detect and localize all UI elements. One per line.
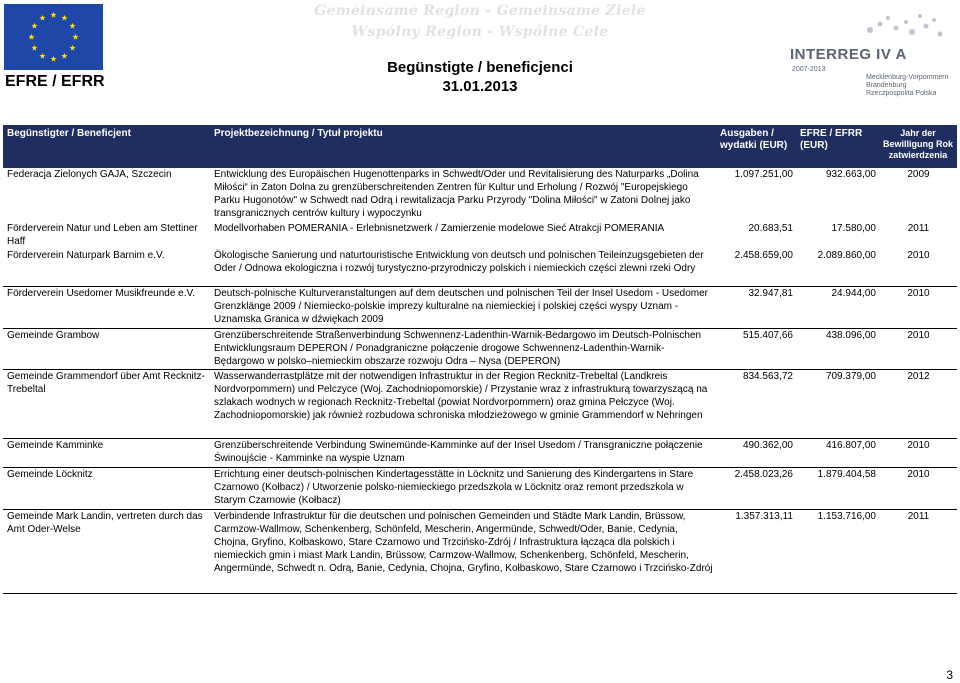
expenses-cell: 1.357.313,11 — [716, 509, 796, 593]
expenses-cell: 20.683,51 — [748, 223, 793, 234]
column-header-expenses: Ausgaben / wydatki (EUR) — [720, 128, 788, 151]
column-header-year: Jahr der Bewilligung Rok zatwierdzenia — [883, 128, 954, 160]
efre-cell: 416.807,00 — [796, 438, 879, 467]
beneficiary-cell: Gemeinde Löcknitz — [3, 467, 210, 509]
project-cell: Modellvorhaben POMERANIA - Erlebnisnetzwerk / Zamierzenie modelowe Sieć Atrakcji POMERANIA — [214, 223, 665, 234]
beneficiaries-table — [3, 125, 957, 594]
project-cell: Wasserwanderrastplätze mit der notwendigen Infrastruktur in der Region Recknitz-Trebeltal (Landkreis Nordvorpommern) und Pelczyce (Woj. Zachodniopomorskie) / Przystanie wraz z infrastrukturą towarzyszącą na szlakach wodnych w regionach Recknitz-Trebeltal (powiat Nordvorpommern) oraz gmina Pełczyce (Woj. Zachodniopomorskie) jak również rozbudowa schroniska młodzieżowego w gminie Grammendorf w Nehringen — [210, 369, 716, 438]
interreg-region: Rzeczpospolita Polska — [866, 90, 937, 97]
year-cell: 2010 — [879, 286, 957, 328]
expenses-cell: 834.563,72 — [716, 369, 796, 438]
interreg-region: Mecklenburg-Vorpommern — [866, 74, 949, 81]
column-header-efre: EFRE / EFRR (EUR) — [800, 128, 863, 151]
beneficiary-cell: Förderverein Usedomer Musikfreunde e.V. — [3, 286, 210, 328]
table-row — [3, 222, 957, 249]
year-cell: 2011 — [879, 509, 957, 593]
interreg-name: INTERREG IV A — [790, 46, 907, 63]
project-cell: Grenzüberschreitende Straßenverbindung Schwennenz-Ladenthin-Warnik-Bedargowo im Deutsch-Polnischen Entwicklungsraum DEPERON / Ponadgraniczne połączenie drogowe Schwennenz-Ladenthin-Warnik-Będargowo w polsko–niemieckim obszarze rozwoju Odra – Nysa (DEPERON) — [210, 328, 716, 369]
column-header-beneficiary: Begünstigter / Beneficjent — [7, 128, 131, 139]
year-cell: 2011 — [907, 223, 930, 234]
beneficiary-cell: Gemeinde Grammendorf über Amt Recknitz-Trebeltal — [3, 369, 210, 438]
page-date: 31.01.2013 — [442, 78, 518, 95]
table-row — [3, 467, 957, 509]
project-cell: Verbindende Infrastruktur für die deutschen und polnischen Gemeinden und Städte Mark Landin, Brüssow, Carmzow-Wallmow, Schenkenberg, Schönfeld, Mescherin, Angermünde, Schwedt/Oder, Banie, Cedynia, Chojna, Gryfino, Kołbaskowo, Stare Czarnowo und Trzcińsko-Zdrój / Infrastruktura łącząca dla polskich i niemieckich gmin i miast Mark Landin, Brüssow, Carmzow-Wallmow, Schenkenberg, Schönfeld, Mescherin, Angermünde, Schwedt n. Odrą, Banie, Cedynia, Chojna, Gryfino, Kołbaskowo, Stare Czarnowo i Trzcińsko-Zdrój — [210, 509, 716, 593]
table-header-row — [3, 125, 957, 168]
beneficiary-cell: Gemeinde Mark Landin, vertreten durch das Amt Oder-Welse — [3, 509, 210, 593]
beneficiary-cell: Gemeinde Grambow — [3, 328, 210, 369]
table-row — [3, 286, 957, 328]
page-number: 3 — [946, 668, 953, 682]
expenses-cell: 2.458.659,00 — [716, 249, 796, 286]
beneficiary-cell: Federacja Zielonych GAJA, Szczecin — [7, 169, 172, 180]
year-cell: 2012 — [879, 369, 957, 438]
expenses-cell: 490.362,00 — [716, 438, 796, 467]
efre-cell: 1.153.716,00 — [796, 509, 879, 593]
efre-cell: 2.089.860,00 — [796, 249, 879, 286]
efre-cell: 1.879.404,58 — [796, 467, 879, 509]
year-cell: 2009 — [907, 169, 930, 180]
slogan-polish: Wspólny Region - Wspólne Cele — [351, 24, 609, 40]
beneficiary-cell: Förderverein Natur und Leben am Stettiner Haff — [7, 223, 198, 247]
project-cell: Entwicklung des Europäischen Hugenottenparks in Schwedt/Oder und Revitalisierung des Naturparks „Dolina Miłości“ in Zaton Dolna zu grenzüberschreitenden Zentren für Kultur und Erholung / Rozwój "Europejskiego Parku Hugonotów" w Schwedt nad Odrą i rewitalizacja Parku Przyrody "Dolina Miłości" w Zatoni Dolnej jako transgranicznych centrów kultury i wypoczynku — [214, 169, 699, 219]
efre-cell: 17.580,00 — [831, 223, 876, 234]
interreg-region: Brandenburg — [866, 82, 907, 89]
year-cell: 2010 — [879, 249, 957, 286]
project-cell: Grenzüberschreitende Verbindung Swinemünde-Kamminke auf der Insel Usedom / Transgraniczne połączenie Świnoujście - Kamminke na wyspie Uznam — [210, 438, 716, 467]
expenses-cell: 1.097.251,00 — [734, 169, 793, 180]
table-row — [3, 509, 957, 593]
project-cell: Deutsch-polnische Kulturveranstaltungen auf dem deutschen und polnischen Teil der Insel Usedom - Usedomer Grenzklänge 2009 / Niemiecko-polskie imprezy kulturalne na niemieckiej i polskiej części wyspy Uznam - Uznamska Granica w dźwiękach 2009 — [210, 286, 716, 328]
table-row — [3, 168, 957, 222]
interreg-years: 2007-2013 — [792, 66, 826, 73]
year-cell: 2010 — [879, 467, 957, 509]
project-cell: Ökologische Sanierung und naturtouristische Entwicklung von deutsch und polnischen Teileinzugsgebieten der Oder / Odnowa ekologiczna i rozwój turystyczno-przyrodniczy polskich i niemieckich części zlewni rzeki Odry — [210, 249, 716, 286]
interreg-regions — [866, 74, 948, 98]
table-row — [3, 328, 957, 369]
efre-cell: 24.944,00 — [796, 286, 879, 328]
table-row — [3, 369, 957, 438]
efre-cell: 932.663,00 — [825, 169, 876, 180]
expenses-cell: 515.407,66 — [716, 328, 796, 369]
table-row — [3, 249, 957, 286]
table-row — [3, 438, 957, 467]
beneficiary-cell: Förderverein Naturpark Barnim e.V. — [3, 249, 210, 286]
project-cell: Errichtung einer deutsch-polnischen Kindertagesstätte in Löcknitz und Sanierung des Kindergartens in Stare Czarnowo (Kołbacz) / Utworzenie polsko-niemieckiego przedszkola w Löcknitz oraz remont przedszkola w Starym Czarnowie (Kołbacz) — [210, 467, 716, 509]
year-cell: 2010 — [879, 328, 957, 369]
efre-cell: 709.379,00 — [796, 369, 879, 438]
column-header-project: Projektbezeichnung / Tytuł projektu — [214, 128, 383, 139]
slogan-german: Gemeinsame Region - Gemeinsame Ziele — [314, 3, 646, 19]
program-label: EFRE / EFRR — [5, 73, 105, 90]
interreg-logo-graphic — [788, 8, 948, 50]
beneficiary-cell: Gemeinde Kamminke — [3, 438, 210, 467]
expenses-cell: 32.947,81 — [716, 286, 796, 328]
expenses-cell: 2.458.023,26 — [716, 467, 796, 509]
efre-cell: 438.096,00 — [796, 328, 879, 369]
page-title: Begünstigte / beneficjenci — [387, 59, 573, 76]
year-cell: 2010 — [879, 438, 957, 467]
